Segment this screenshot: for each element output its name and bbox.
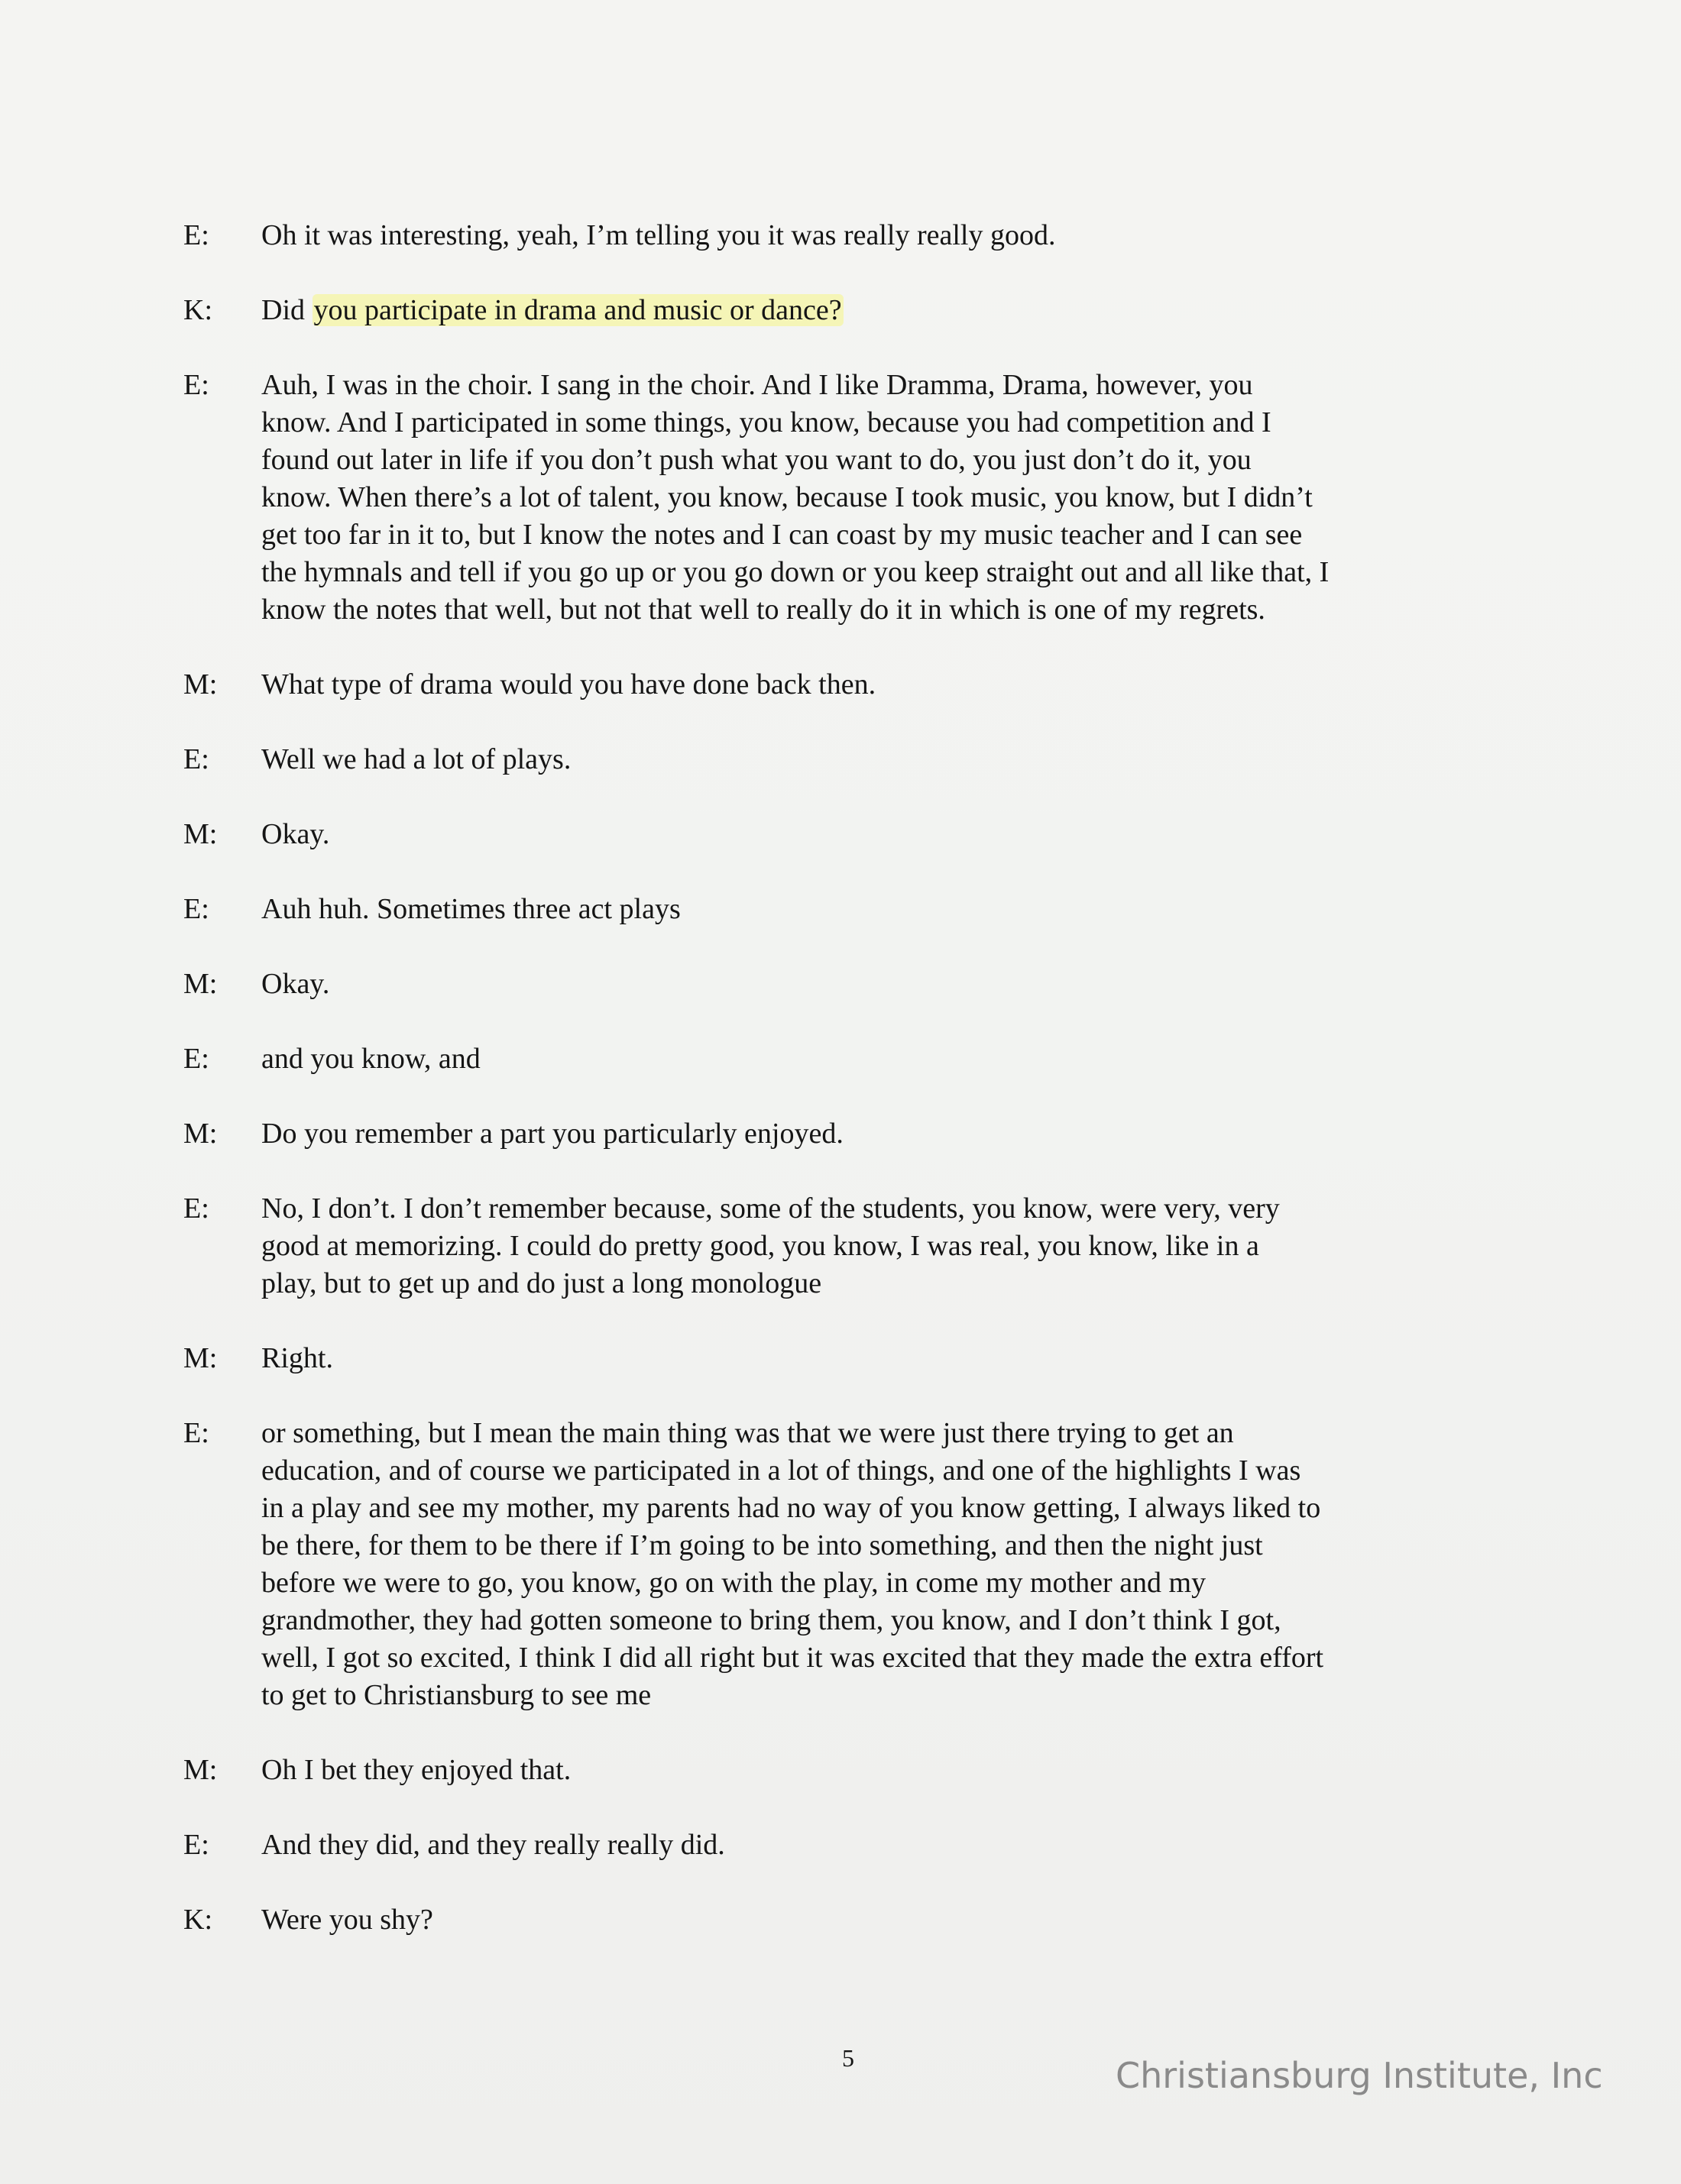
utterance-line: Auh, I was in the choir. I sang in the choir. And I like Dramma, Drama, however, you [261,369,1253,401]
transcript-turn [183,966,1498,1003]
transcript-turn [183,1901,1498,1939]
utterance-line: Were you shy? [261,1904,433,1936]
utterance-line: grandmother, they had gotten someone to bring them, you know, and I don’t think I got, [261,1604,1281,1636]
utterance-text [261,666,1498,704]
transcript-turn [183,1826,1498,1864]
utterance-line: play, but to get up and do just a long monologue [261,1267,822,1299]
transcript-turn [183,1115,1498,1153]
transcript-turn [183,1415,1498,1714]
utterance-line: Oh I bet they enjoyed that. [261,1754,572,1786]
transcript-turn [183,741,1498,778]
speaker-label: M: [183,818,218,850]
speaker-label: E: [183,369,209,401]
speaker-label: E: [183,1192,209,1225]
highlighted-phrase: you participate in drama and music or dance? [313,294,842,326]
utterance-line: in a play and see my mother, my parents had no way of you know getting, I always liked to [261,1492,1321,1524]
utterance-line: Well we had a lot of plays. [261,743,572,775]
utterance-text [261,292,1498,329]
speaker-label: M: [183,668,218,700]
utterance-text [261,1115,1498,1153]
speaker-label: K: [183,294,212,326]
transcript-turn [183,1340,1498,1377]
utterance-line: well, I got so excited, I think I did all right but it was excited that they made the extra effort [261,1642,1324,1674]
utterance-line: know. And I participated in some things, you know, because you had competition and I [261,406,1271,438]
watermark: Christiansburg Institute, Inc [1116,2055,1603,2096]
speaker-label: E: [183,743,209,775]
utterance-line: Auh huh. Sometimes three act plays [261,893,681,925]
utterance-text [261,367,1498,629]
utterance-line: Oh it was interesting, yeah, I’m telling you it was really really good. [261,219,1056,251]
utterance-text [261,1901,1498,1939]
transcript-turn [183,816,1498,853]
utterance-line: found out later in life if you don’t push what you want to do, you just don’t do it, you [261,444,1252,476]
utterance-line: What type of drama would you have done back then. [261,668,876,700]
speaker-label: E: [183,219,209,251]
utterance-line: and you know, and [261,1043,481,1075]
utterance-line: No, I don’t. I don’t remember because, some of the students, you know, were very, very [261,1192,1280,1225]
transcript-turn [183,1190,1498,1302]
utterance-line: Did you participate in drama and music or dance? [261,294,842,326]
interview-transcript [183,217,1498,1976]
utterance-line: good at memorizing. I could do pretty good, you know, I was real, you know, like in a [261,1230,1259,1262]
utterance-text [261,1340,1498,1377]
transcript-turn [183,292,1498,329]
utterance-line: or something, but I mean the main thing was that we were just there trying to get an [261,1417,1234,1449]
transcript-turn [183,1040,1498,1078]
transcript-turn [183,367,1498,629]
transcript-turn [183,666,1498,704]
utterance-text [261,741,1498,778]
speaker-label: E: [183,893,209,925]
speaker-label: E: [183,1417,209,1449]
utterance-text [261,1826,1498,1864]
utterance-line: education, and of course we participated in a lot of things, and one of the highlights I was [261,1454,1301,1487]
speaker-label: M: [183,1342,218,1374]
speaker-label: E: [183,1043,209,1075]
utterance-line: get too far in it to, but I know the notes and I can coast by my music teacher and I can see [261,519,1303,551]
utterance-text [261,1040,1498,1078]
utterance-text [261,816,1498,853]
utterance-line: know. When there’s a lot of talent, you know, because I took music, you know, but I didn’t [261,481,1313,513]
transcript-turn [183,217,1498,254]
utterance-line: before we were to go, you know, go on with the play, in come my mother and my [261,1567,1206,1599]
utterance-line: Right. [261,1342,333,1374]
utterance-text [261,217,1498,254]
utterance-text [261,1752,1498,1789]
utterance-line: be there, for them to be there if I’m going to be into something, and then the night just [261,1529,1263,1561]
utterance-text [261,891,1498,928]
speaker-label: K: [183,1904,212,1936]
utterance-text [261,1190,1498,1302]
speaker-label: M: [183,1118,218,1150]
transcript-turn [183,891,1498,928]
transcript-turn [183,1752,1498,1789]
utterance-line: know the notes that well, but not that well to really do it in which is one of my regrets. [261,594,1265,626]
utterance-line: Do you remember a part you particularly enjoyed. [261,1118,844,1150]
utterance-line: the hymnals and tell if you go up or you go down or you keep straight out and all like that, I [261,556,1330,588]
speaker-label: M: [183,968,218,1000]
speaker-label: M: [183,1754,218,1786]
utterance-line: Okay. [261,818,330,850]
utterance-text [261,1415,1498,1714]
utterance-text [261,966,1498,1003]
utterance-line: Okay. [261,968,330,1000]
utterance-line: to get to Christiansburg to see me [261,1679,652,1711]
speaker-label: E: [183,1829,209,1861]
utterance-line: And they did, and they really really did. [261,1829,725,1861]
page-number: 5 [842,2044,854,2072]
